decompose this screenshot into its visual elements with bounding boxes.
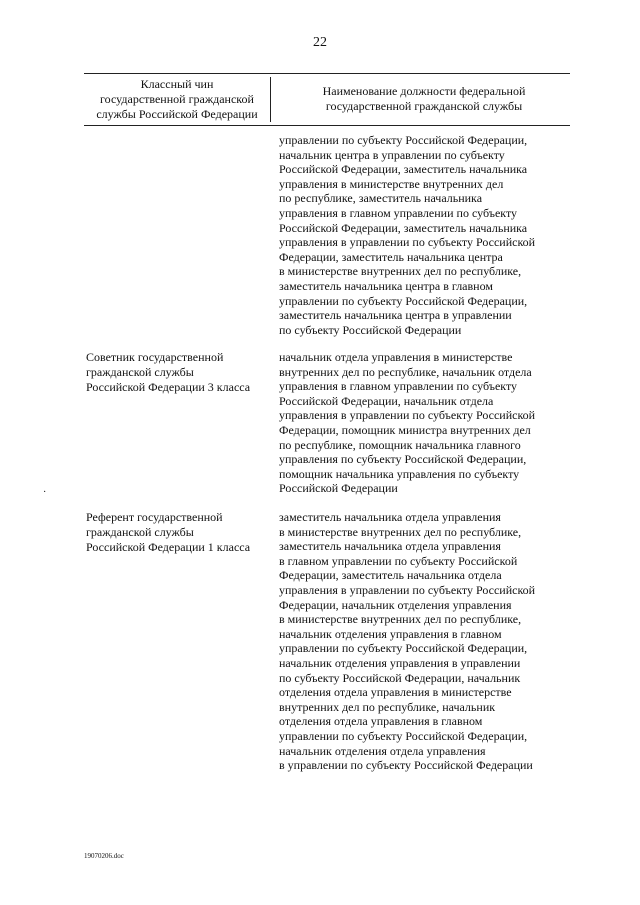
position-line: в главном управлении по субъекту Российской [279, 553, 518, 568]
position-line: внутренних дел по республике, начальник [279, 699, 496, 714]
position-line: Российской Федерации [279, 481, 398, 496]
rank-cell [86, 510, 266, 555]
rank-line: Референт государственной [86, 510, 223, 524]
position-line: Федерации, помощник министра внутренних дел [279, 422, 531, 437]
stray-mark: · [43, 487, 47, 498]
position-line: управления в главном управлении по субъекту [279, 379, 518, 394]
footer-code: 19070206.doc [84, 852, 124, 860]
position-line: в министерстве внутренних дел по республике, [279, 264, 522, 279]
header-position-line: государственной гражданской службы [325, 99, 523, 113]
rank-line: гражданской службы [86, 525, 194, 539]
position-cell [279, 510, 561, 773]
position-line: управлении по субъекту Российской Федерации, [279, 293, 528, 308]
position-line: по республике, помощник начальника главного [279, 437, 521, 452]
position-line: начальник центра в управлении по субъекту [279, 147, 505, 162]
page-number: 22 [313, 35, 327, 50]
position-line: управления по субъекту Российской Федерации, [279, 452, 527, 467]
position-line: Российской Федерации, заместитель начальника [279, 220, 528, 235]
position-line: управления в управлении по субъекту Российской [279, 582, 536, 597]
position-line: Федерации, начальник отделения управления [279, 597, 512, 612]
position-line: управления в управлении по субъекту Российской [279, 235, 536, 250]
position-line: по субъекту Российской Федерации, начальник [279, 670, 521, 685]
header-rank-line: службы Российской Федерации [96, 107, 258, 121]
rank-line: Российской Федерации 3 класса [86, 380, 251, 394]
header-rank-line: Классный чин [140, 77, 214, 91]
position-line: начальник отдела управления в министерстве [279, 350, 513, 364]
position-line: начальник отделения управления в главном [279, 626, 502, 641]
position-line: управлении по субъекту Российской Федерации, [279, 641, 528, 656]
position-line: заместитель начальника центра в главном [279, 278, 493, 293]
position-cell [279, 350, 561, 496]
position-line: по субъекту Российской Федерации [279, 322, 462, 337]
header-rank-column [84, 77, 271, 122]
position-line: управления в управлении по субъекту Российской [279, 408, 536, 423]
position-line: Федерации, заместитель начальника центра [279, 249, 503, 264]
position-line: по республике, заместитель начальника [279, 191, 483, 206]
position-line: управлении по субъекту Российской Федерации, [279, 728, 528, 743]
position-line: Российской Федерации, начальник отдела [279, 393, 494, 408]
position-line: заместитель начальника отдела управления [279, 510, 501, 524]
header-rank-line: государственной гражданской [100, 92, 254, 106]
position-line: управления в главном управлении по субъекту [279, 205, 518, 220]
rank-line: Российской Федерации 1 класса [86, 540, 251, 554]
position-line: в министерстве внутренних дел по республике, [279, 524, 522, 539]
position-line: заместитель начальника отдела управления [279, 539, 501, 554]
position-line: помощник начальника управления по субъекту [279, 466, 520, 481]
table-header [84, 73, 570, 126]
header-position-line: Наименование должности федеральной [322, 84, 526, 98]
position-line: начальник отделения управления в управлении [279, 655, 521, 670]
rank-line: Советник государственной [86, 350, 224, 364]
header-position-column [278, 84, 570, 114]
rank-line: гражданской службы [86, 365, 194, 379]
position-line: начальник отделения отдела управления [279, 743, 486, 758]
position-line: управлении по субъекту Российской Федерации, [279, 133, 528, 147]
position-line: отделения отдела управления в министерстве [279, 685, 512, 700]
position-line: внутренних дел по республике, начальник отдела [279, 364, 532, 379]
position-line: заместитель начальника центра в управлении [279, 308, 512, 323]
position-line: управления в министерстве внутренних дел [279, 176, 504, 191]
position-line: отделения отдела управления в главном [279, 714, 483, 729]
position-line: в управлении по субъекту Российской Федерации [279, 758, 533, 773]
position-line: Российской Федерации, заместитель начальника [279, 162, 528, 177]
position-line: в министерстве внутренних дел по республике, [279, 612, 522, 627]
position-cell [279, 133, 561, 337]
rank-cell [86, 350, 266, 395]
position-line: Федерации, заместитель начальника отдела [279, 568, 502, 583]
